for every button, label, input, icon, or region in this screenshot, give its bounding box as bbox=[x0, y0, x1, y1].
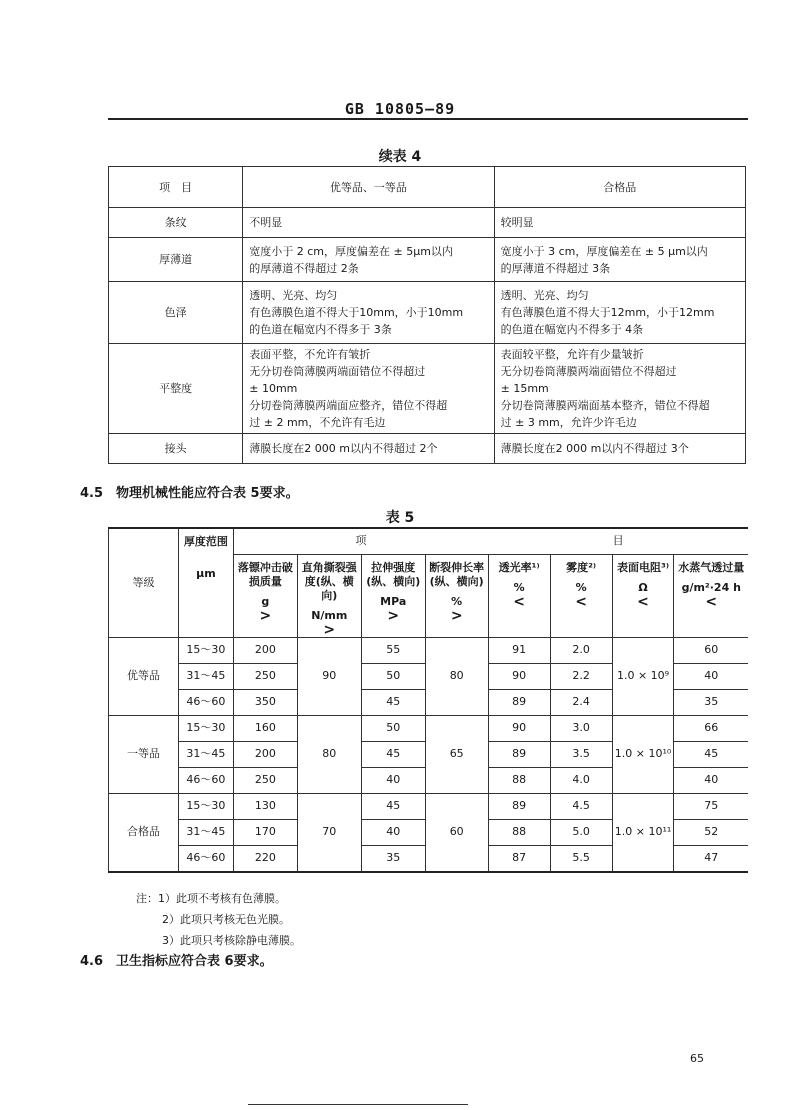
section-text: 物理机械性能应符合表 5要求。 bbox=[116, 486, 299, 501]
resistance-cell: 1.0 × 10¹¹ bbox=[612, 793, 674, 872]
thickness-cell: 46～60 bbox=[178, 845, 233, 872]
thickness-cell: 46～60 bbox=[178, 767, 233, 793]
elongation-cell: 80 bbox=[425, 637, 488, 715]
note-1: 1）此项不考核有色薄膜。 bbox=[158, 892, 286, 905]
section-4-6 bbox=[80, 950, 273, 969]
standard-code: GB 10805—89 bbox=[344, 100, 456, 118]
property-header bbox=[425, 554, 488, 637]
table5-notes bbox=[136, 888, 301, 951]
tensile-cell: 50 bbox=[361, 663, 425, 689]
thickness-cell: 15～30 bbox=[178, 637, 233, 663]
transmittance-cell: 87 bbox=[488, 845, 550, 872]
elongation-cell: 65 bbox=[425, 715, 488, 793]
haze-cell: 5.5 bbox=[550, 845, 612, 872]
haze-cell: 3.0 bbox=[550, 715, 612, 741]
property-relation: < bbox=[705, 593, 718, 610]
thickness-header: 厚度范围 μm bbox=[178, 528, 233, 637]
vapor-cell: 47 bbox=[674, 845, 748, 872]
property-unit: N/mm bbox=[311, 608, 348, 622]
tear-cell: 70 bbox=[297, 793, 361, 872]
table4-item: 条纹 bbox=[109, 208, 243, 238]
thickness-cell: 15～30 bbox=[178, 793, 233, 819]
table4-row bbox=[109, 434, 746, 464]
transmittance-cell: 89 bbox=[488, 741, 550, 767]
vapor-cell: 40 bbox=[674, 663, 748, 689]
table4-line: 的厚薄道不得超过 2条 bbox=[249, 261, 359, 275]
transmittance-cell: 89 bbox=[488, 689, 550, 715]
header-rule bbox=[108, 118, 748, 120]
tensile-cell: 50 bbox=[361, 715, 425, 741]
property-unit: MPa bbox=[380, 594, 407, 608]
property-label: 水蒸气透过量 bbox=[678, 560, 745, 574]
property-label: 透光率¹⁾ bbox=[498, 560, 540, 574]
table4-cell bbox=[494, 434, 745, 464]
property-relation: < bbox=[637, 593, 649, 610]
table4-caption: 续表 4 bbox=[378, 149, 422, 165]
property-label: 拉伸强度(纵、横向) bbox=[366, 560, 421, 588]
note-3: 3）此项只考核除静电薄膜。 bbox=[162, 934, 301, 947]
thickness-cell: 15～30 bbox=[178, 715, 233, 741]
dart-cell: 130 bbox=[233, 793, 297, 819]
thickness-cell: 31～45 bbox=[178, 663, 233, 689]
dart-cell: 220 bbox=[233, 845, 297, 872]
property-header bbox=[361, 554, 425, 637]
table4-item: 接头 bbox=[109, 434, 243, 464]
table4-line: 宽度小于 2 cm，厚度偏差在 ± 5μm以内 bbox=[249, 244, 453, 258]
property-unit: Ω bbox=[638, 580, 648, 594]
table4-header-cell: 优等品、一等品 bbox=[243, 167, 494, 208]
resistance-cell: 1.0 × 10¹⁰ bbox=[612, 715, 674, 793]
table4-line: 无分切卷筒薄膜两端面错位不得超过 bbox=[500, 365, 677, 378]
tensile-cell: 45 bbox=[361, 689, 425, 715]
dart-cell: 170 bbox=[233, 819, 297, 845]
property-header bbox=[674, 554, 748, 637]
table4-line: 的色道在幅宽内不得多于 3条 bbox=[249, 323, 392, 336]
grade-name: 优等品 bbox=[109, 637, 179, 715]
grade-header: 等级 bbox=[109, 528, 179, 637]
page-number: 65 bbox=[690, 1052, 704, 1065]
property-label: 落镖冲击破损质量 bbox=[237, 560, 293, 588]
vapor-cell: 66 bbox=[674, 715, 748, 741]
table4-line: 薄膜长度在2 000 m以内不得超过 3个 bbox=[500, 442, 689, 455]
haze-cell: 2.4 bbox=[550, 689, 612, 715]
dart-cell: 350 bbox=[233, 689, 297, 715]
transmittance-cell: 88 bbox=[488, 767, 550, 793]
haze-cell: 3.5 bbox=[550, 741, 612, 767]
table4-line: 的厚薄道不得超过 3条 bbox=[500, 261, 611, 275]
table4-line: ± 15mm bbox=[500, 382, 549, 395]
thickness-cell: 46～60 bbox=[178, 689, 233, 715]
bottom-rule bbox=[248, 1104, 468, 1105]
haze-cell: 5.0 bbox=[550, 819, 612, 845]
dart-cell: 200 bbox=[233, 741, 297, 767]
group-header-left: 项 bbox=[233, 528, 488, 554]
vapor-cell: 45 bbox=[674, 741, 748, 767]
property-unit: g/m²·24 h bbox=[681, 580, 741, 594]
vapor-cell: 35 bbox=[674, 689, 748, 715]
haze-cell: 4.5 bbox=[550, 793, 612, 819]
table5-row bbox=[109, 637, 749, 663]
section-number: 4.6 bbox=[80, 954, 104, 969]
dart-cell: 160 bbox=[233, 715, 297, 741]
haze-cell: 2.2 bbox=[550, 663, 612, 689]
section-4-5 bbox=[80, 482, 299, 501]
property-relation: > bbox=[450, 607, 463, 624]
elongation-cell: 60 bbox=[425, 793, 488, 872]
table4-line: 较明显 bbox=[500, 216, 534, 229]
transmittance-cell: 91 bbox=[488, 637, 550, 663]
tensile-cell: 45 bbox=[361, 741, 425, 767]
table4-line: 分切卷筒薄膜两端面基本整齐，错位不得超 bbox=[500, 399, 710, 412]
property-label: 直角撕裂强度(纵、横向) bbox=[301, 560, 357, 602]
table4-cell bbox=[494, 238, 745, 282]
table4-line: 表面较平整，允许有少量皱折 bbox=[500, 348, 644, 361]
table4-line: 无分切卷筒薄膜两端面错位不得超过 bbox=[249, 365, 426, 378]
table4-item: 色泽 bbox=[109, 282, 243, 344]
property-unit: g bbox=[261, 594, 270, 608]
vapor-cell: 60 bbox=[674, 637, 748, 663]
vapor-cell: 75 bbox=[674, 793, 748, 819]
thickness-cell: 31～45 bbox=[178, 819, 233, 845]
property-header bbox=[612, 554, 674, 637]
property-relation: > bbox=[259, 607, 272, 624]
table4-row bbox=[109, 238, 746, 282]
table4-line: 表面平整，不允许有皱折 bbox=[249, 348, 371, 361]
notes-label: 注： bbox=[136, 892, 158, 905]
property-relation: < bbox=[575, 593, 587, 610]
transmittance-cell: 90 bbox=[488, 663, 550, 689]
tear-cell: 90 bbox=[297, 637, 361, 715]
table5 bbox=[108, 527, 748, 873]
table4 bbox=[108, 166, 746, 464]
table4-row bbox=[109, 282, 746, 344]
table4-row bbox=[109, 344, 746, 434]
group-header-right: 目 bbox=[488, 528, 748, 554]
table4-line: 有色薄膜色道不得大于12mm，小于12mm bbox=[500, 306, 715, 319]
property-relation: > bbox=[387, 607, 400, 624]
grade-name: 一等品 bbox=[109, 715, 179, 793]
table4-line: 透明、光亮、均匀 bbox=[500, 289, 589, 302]
table5-caption: 表 5 bbox=[385, 510, 415, 526]
table4-row bbox=[109, 208, 746, 238]
table4-line: 过 ± 2 mm，不允许有毛边 bbox=[249, 416, 386, 429]
table4-line: 透明、光亮、均匀 bbox=[249, 289, 338, 302]
table4-cell bbox=[243, 282, 494, 344]
transmittance-cell: 90 bbox=[488, 715, 550, 741]
thickness-cell: 31～45 bbox=[178, 741, 233, 767]
property-relation: < bbox=[513, 593, 525, 610]
tensile-cell: 40 bbox=[361, 767, 425, 793]
property-label: 雾度²⁾ bbox=[566, 560, 597, 574]
table4-cell bbox=[494, 208, 745, 238]
haze-cell: 2.0 bbox=[550, 637, 612, 663]
property-unit: % bbox=[513, 580, 525, 594]
property-label: 断裂伸长率(纵、横向) bbox=[429, 560, 485, 588]
table4-line: 宽度小于 3 cm，厚度偏差在 ± 5 μm以内 bbox=[500, 244, 708, 258]
tear-cell: 80 bbox=[297, 715, 361, 793]
haze-cell: 4.0 bbox=[550, 767, 612, 793]
tensile-cell: 55 bbox=[361, 637, 425, 663]
transmittance-cell: 89 bbox=[488, 793, 550, 819]
tensile-cell: 45 bbox=[361, 793, 425, 819]
dart-cell: 250 bbox=[233, 663, 297, 689]
table4-cell bbox=[494, 282, 745, 344]
table4-item: 厚薄道 bbox=[109, 238, 243, 282]
property-header bbox=[550, 554, 612, 637]
section-text: 卫生指标应符合表 6要求。 bbox=[116, 954, 273, 969]
property-header bbox=[233, 554, 297, 637]
table4-line: 的色道在幅宽内不得多于 4条 bbox=[500, 323, 644, 336]
resistance-cell: 1.0 × 10⁹ bbox=[612, 637, 674, 715]
table5-row bbox=[109, 793, 749, 819]
property-relation: > bbox=[323, 621, 336, 638]
table4-cell bbox=[494, 344, 745, 434]
tensile-cell: 35 bbox=[361, 845, 425, 872]
section-number: 4.5 bbox=[80, 486, 104, 501]
dart-cell: 250 bbox=[233, 767, 297, 793]
table4-line: 有色薄膜色道不得大于10mm，小于10mm bbox=[249, 306, 464, 319]
table5-row bbox=[109, 715, 749, 741]
table4-line: 过 ± 3 mm，允许少许毛边 bbox=[500, 416, 637, 429]
property-unit: % bbox=[451, 594, 463, 608]
transmittance-cell: 88 bbox=[488, 819, 550, 845]
property-header bbox=[488, 554, 550, 637]
table4-line: 薄膜长度在2 000 m以内不得超过 2个 bbox=[249, 442, 438, 455]
note-2: 2）此项只考核无色光膜。 bbox=[162, 913, 290, 926]
table4-cell bbox=[243, 238, 494, 282]
table4-cell bbox=[243, 344, 494, 434]
table4-header-cell: 项 目 bbox=[109, 167, 243, 208]
dart-cell: 200 bbox=[233, 637, 297, 663]
table4-line: 不明显 bbox=[249, 216, 283, 229]
table4-line: ± 10mm bbox=[249, 382, 298, 395]
property-unit: % bbox=[575, 580, 587, 594]
tensile-cell: 40 bbox=[361, 819, 425, 845]
grade-name: 合格品 bbox=[109, 793, 179, 872]
vapor-cell: 40 bbox=[674, 767, 748, 793]
table4-header-cell: 合格品 bbox=[494, 167, 745, 208]
property-label: 表面电阻³⁾ bbox=[617, 560, 670, 574]
table4-item: 平整度 bbox=[109, 344, 243, 434]
vapor-cell: 52 bbox=[674, 819, 748, 845]
table4-cell bbox=[243, 434, 494, 464]
table4-cell bbox=[243, 208, 494, 238]
table4-line: 分切卷筒薄膜两端面应整齐，错位不得超 bbox=[249, 399, 448, 412]
property-header bbox=[297, 554, 361, 637]
